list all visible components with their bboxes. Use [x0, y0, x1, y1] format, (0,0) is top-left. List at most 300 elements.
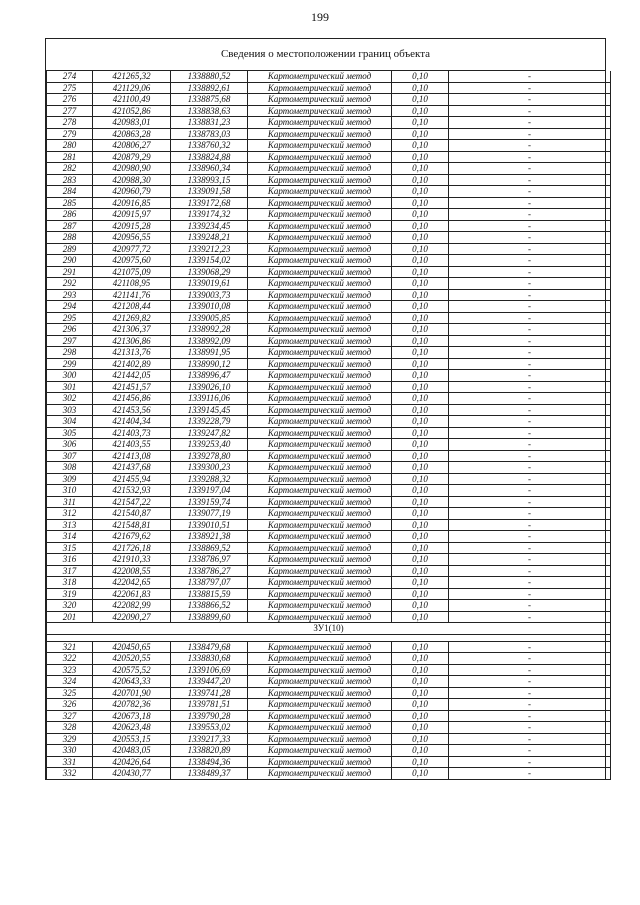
y-coordinate-cell: 1338960,34: [171, 163, 248, 175]
x-coordinate-cell: 421402,89: [93, 358, 171, 370]
table-row: [47, 347, 611, 359]
point-number-cell: 301: [47, 381, 93, 393]
x-coordinate-cell: 421306,37: [93, 324, 171, 336]
precision-cell: 0,10: [392, 565, 449, 577]
blank-cell: [47, 634, 611, 641]
precision-cell: 0,10: [392, 676, 449, 688]
method-cell: Картометрический метод: [248, 519, 392, 531]
note-cell: -: [449, 82, 611, 94]
table-row: [47, 128, 611, 140]
table-row: [47, 71, 611, 82]
y-coordinate-cell: 1338786,27: [171, 565, 248, 577]
note-cell: -: [449, 653, 611, 665]
method-cell: Картометрический метод: [248, 335, 392, 347]
y-coordinate-cell: 1338899,60: [171, 611, 248, 623]
precision-cell: 0,10: [392, 243, 449, 255]
method-cell: Картометрический метод: [248, 722, 392, 734]
table-row: [47, 722, 611, 734]
method-cell: Картометрический метод: [248, 117, 392, 129]
method-cell: Картометрический метод: [248, 664, 392, 676]
table-row: [47, 393, 611, 405]
x-coordinate-cell: 420623,48: [93, 722, 171, 734]
table-row: [47, 278, 611, 290]
table-row: [47, 542, 611, 554]
precision-cell: 0,10: [392, 531, 449, 543]
precision-cell: 0,10: [392, 151, 449, 163]
y-coordinate-cell: 1339278,80: [171, 450, 248, 462]
point-number-cell: 299: [47, 358, 93, 370]
point-number-cell: 287: [47, 220, 93, 232]
note-cell: -: [449, 243, 611, 255]
table-row: [47, 416, 611, 428]
y-coordinate-cell: 1338993,15: [171, 174, 248, 186]
y-coordinate-cell: 1338875,68: [171, 94, 248, 106]
point-number-cell: 315: [47, 542, 93, 554]
precision-cell: 0,10: [392, 611, 449, 623]
table-row: [47, 600, 611, 612]
precision-cell: 0,10: [392, 508, 449, 520]
table-row: [47, 370, 611, 382]
method-cell: Картометрический метод: [248, 105, 392, 117]
x-coordinate-cell: 421547,22: [93, 496, 171, 508]
precision-cell: 0,10: [392, 163, 449, 175]
method-cell: Картометрический метод: [248, 289, 392, 301]
note-cell: -: [449, 105, 611, 117]
point-number-cell: 313: [47, 519, 93, 531]
x-coordinate-cell: 420975,60: [93, 255, 171, 267]
point-number-cell: 283: [47, 174, 93, 186]
method-cell: Картометрический метод: [248, 473, 392, 485]
method-cell: Картометрический метод: [248, 733, 392, 745]
precision-cell: 0,10: [392, 710, 449, 722]
y-coordinate-cell: 1338880,52: [171, 71, 248, 82]
table-row: [47, 232, 611, 244]
point-number-cell: 305: [47, 427, 93, 439]
precision-cell: 0,10: [392, 473, 449, 485]
y-coordinate-cell: 1338786,97: [171, 554, 248, 566]
table-row: [47, 243, 611, 255]
y-coordinate-cell: 1338830,68: [171, 653, 248, 665]
precision-cell: 0,10: [392, 312, 449, 324]
precision-cell: 0,10: [392, 450, 449, 462]
note-cell: -: [449, 722, 611, 734]
table-row: [47, 554, 611, 566]
precision-cell: 0,10: [392, 358, 449, 370]
precision-cell: 0,10: [392, 427, 449, 439]
point-number-cell: 332: [47, 768, 93, 780]
table-row: [47, 756, 611, 768]
x-coordinate-cell: 421108,95: [93, 278, 171, 290]
method-cell: Картометрический метод: [248, 278, 392, 290]
x-coordinate-cell: 421306,86: [93, 335, 171, 347]
precision-cell: 0,10: [392, 393, 449, 405]
note-cell: -: [449, 611, 611, 623]
point-number-cell: 331: [47, 756, 93, 768]
method-cell: Картометрический метод: [248, 676, 392, 688]
method-cell: Картометрический метод: [248, 301, 392, 313]
table-row: [47, 358, 611, 370]
point-number-cell: 323: [47, 664, 93, 676]
precision-cell: 0,10: [392, 82, 449, 94]
table-row: [47, 404, 611, 416]
note-cell: -: [449, 745, 611, 757]
table-heading: Сведения о местоположении границ объекта: [46, 39, 605, 71]
y-coordinate-cell: 1338990,12: [171, 358, 248, 370]
note-cell: -: [449, 335, 611, 347]
page-number: 199: [311, 10, 329, 24]
method-cell: Картометрический метод: [248, 163, 392, 175]
y-coordinate-cell: 1338892,61: [171, 82, 248, 94]
note-cell: -: [449, 508, 611, 520]
precision-cell: 0,10: [392, 722, 449, 734]
y-coordinate-cell: 1339005,85: [171, 312, 248, 324]
x-coordinate-cell: 420806,27: [93, 140, 171, 152]
x-coordinate-cell: 421052,86: [93, 105, 171, 117]
point-number-cell: 327: [47, 710, 93, 722]
x-coordinate-cell: 420483,05: [93, 745, 171, 757]
y-coordinate-cell: 1339019,61: [171, 278, 248, 290]
method-cell: Картометрический метод: [248, 508, 392, 520]
precision-cell: 0,10: [392, 174, 449, 186]
x-coordinate-cell: 421437,68: [93, 462, 171, 474]
y-coordinate-cell: 1339253,40: [171, 439, 248, 451]
method-cell: Картометрический метод: [248, 542, 392, 554]
method-cell: Картометрический метод: [248, 768, 392, 780]
method-cell: Картометрический метод: [248, 358, 392, 370]
precision-cell: 0,10: [392, 301, 449, 313]
x-coordinate-cell: 421726,18: [93, 542, 171, 554]
method-cell: Картометрический метод: [248, 209, 392, 221]
table-row: [47, 301, 611, 313]
y-coordinate-cell: 1339091,58: [171, 186, 248, 198]
table-row: [47, 710, 611, 722]
precision-cell: 0,10: [392, 577, 449, 589]
method-cell: Картометрический метод: [248, 186, 392, 198]
point-number-cell: 310: [47, 485, 93, 497]
method-cell: Картометрический метод: [248, 324, 392, 336]
method-cell: Картометрический метод: [248, 255, 392, 267]
table-row: [47, 676, 611, 688]
precision-cell: 0,10: [392, 324, 449, 336]
y-coordinate-cell: 1338489,37: [171, 768, 248, 780]
note-cell: -: [449, 565, 611, 577]
x-coordinate-cell: 420960,79: [93, 186, 171, 198]
y-coordinate-cell: 1339228,79: [171, 416, 248, 428]
note-cell: -: [449, 404, 611, 416]
x-coordinate-cell: 421442,05: [93, 370, 171, 382]
x-coordinate-cell: 421208,44: [93, 301, 171, 313]
note-cell: -: [449, 641, 611, 653]
method-cell: Картометрический метод: [248, 554, 392, 566]
x-coordinate-cell: 421269,82: [93, 312, 171, 324]
note-cell: -: [449, 416, 611, 428]
method-cell: Картометрический метод: [248, 577, 392, 589]
method-cell: Картометрический метод: [248, 140, 392, 152]
x-coordinate-cell: 421129,06: [93, 82, 171, 94]
table-row: [47, 324, 611, 336]
point-number-cell: 329: [47, 733, 93, 745]
point-number-cell: 276: [47, 94, 93, 106]
method-cell: Картометрический метод: [248, 82, 392, 94]
method-cell: Картометрический метод: [248, 710, 392, 722]
point-number-cell: 281: [47, 151, 93, 163]
note-cell: -: [449, 687, 611, 699]
y-coordinate-cell: 1338494,36: [171, 756, 248, 768]
precision-cell: 0,10: [392, 209, 449, 221]
precision-cell: 0,10: [392, 768, 449, 780]
table-row: [47, 577, 611, 589]
method-cell: Картометрический метод: [248, 347, 392, 359]
method-cell: Картометрический метод: [248, 243, 392, 255]
precision-cell: 0,10: [392, 186, 449, 198]
table-row: [47, 531, 611, 543]
x-coordinate-cell: 420450,65: [93, 641, 171, 653]
method-cell: Картометрический метод: [248, 404, 392, 416]
table-row: [47, 473, 611, 485]
table-row: [47, 255, 611, 267]
precision-cell: 0,10: [392, 462, 449, 474]
note-cell: -: [449, 140, 611, 152]
table-row: [47, 588, 611, 600]
note-cell: -: [449, 393, 611, 405]
point-number-cell: 304: [47, 416, 93, 428]
precision-cell: 0,10: [392, 439, 449, 451]
point-number-cell: 274: [47, 71, 93, 82]
note-cell: -: [449, 324, 611, 336]
y-coordinate-cell: 1339026,10: [171, 381, 248, 393]
table-row: [47, 427, 611, 439]
table-row: [47, 699, 611, 711]
table-row: [47, 641, 611, 653]
precision-cell: 0,10: [392, 699, 449, 711]
note-cell: -: [449, 768, 611, 780]
point-number-cell: 297: [47, 335, 93, 347]
note-cell: -: [449, 232, 611, 244]
note-cell: -: [449, 370, 611, 382]
x-coordinate-cell: 421453,56: [93, 404, 171, 416]
table-row: [47, 163, 611, 175]
note-cell: -: [449, 197, 611, 209]
point-number-cell: 322: [47, 653, 93, 665]
table-row: [47, 289, 611, 301]
point-number-cell: 288: [47, 232, 93, 244]
y-coordinate-cell: 1339234,45: [171, 220, 248, 232]
table-row: [47, 174, 611, 186]
point-number-cell: 308: [47, 462, 93, 474]
table-row: [47, 768, 611, 780]
x-coordinate-cell: 420916,85: [93, 197, 171, 209]
method-cell: Картометрический метод: [248, 151, 392, 163]
point-number-cell: 325: [47, 687, 93, 699]
x-coordinate-cell: 421456,86: [93, 393, 171, 405]
x-coordinate-cell: 420863,28: [93, 128, 171, 140]
precision-cell: 0,10: [392, 600, 449, 612]
table-row: [47, 565, 611, 577]
table-row: [47, 151, 611, 163]
precision-cell: 0,10: [392, 289, 449, 301]
method-cell: Картометрический метод: [248, 94, 392, 106]
note-cell: -: [449, 450, 611, 462]
note-cell: -: [449, 664, 611, 676]
y-coordinate-cell: 1339174,32: [171, 209, 248, 221]
x-coordinate-cell: 420520,55: [93, 653, 171, 665]
y-coordinate-cell: 1339154,02: [171, 255, 248, 267]
table-row: [47, 335, 611, 347]
y-coordinate-cell: 1339106,69: [171, 664, 248, 676]
precision-cell: 0,10: [392, 266, 449, 278]
x-coordinate-cell: 420782,36: [93, 699, 171, 711]
precision-cell: 0,10: [392, 232, 449, 244]
y-coordinate-cell: 1339212,23: [171, 243, 248, 255]
x-coordinate-cell: 420983,01: [93, 117, 171, 129]
y-coordinate-cell: 1339145,45: [171, 404, 248, 416]
table-row: [47, 733, 611, 745]
point-number-cell: 303: [47, 404, 93, 416]
table-row: [47, 140, 611, 152]
point-number-cell: 279: [47, 128, 93, 140]
method-cell: Картометрический метод: [248, 641, 392, 653]
x-coordinate-cell: 420643,33: [93, 676, 171, 688]
x-coordinate-cell: 420673,18: [93, 710, 171, 722]
x-coordinate-cell: 422090,27: [93, 611, 171, 623]
point-number-cell: 275: [47, 82, 93, 94]
method-cell: Картометрический метод: [248, 756, 392, 768]
precision-cell: 0,10: [392, 94, 449, 106]
method-cell: Картометрический метод: [248, 427, 392, 439]
y-coordinate-cell: 1339247,82: [171, 427, 248, 439]
x-coordinate-cell: 421075,09: [93, 266, 171, 278]
point-number-cell: 290: [47, 255, 93, 267]
method-cell: Картометрический метод: [248, 220, 392, 232]
method-cell: Картометрический метод: [248, 266, 392, 278]
method-cell: Картометрический метод: [248, 381, 392, 393]
note-cell: -: [449, 220, 611, 232]
x-coordinate-cell: 421910,33: [93, 554, 171, 566]
precision-cell: 0,10: [392, 542, 449, 554]
x-coordinate-cell: 421313,76: [93, 347, 171, 359]
precision-cell: 0,10: [392, 117, 449, 129]
table-row: [47, 197, 611, 209]
y-coordinate-cell: 1339116,06: [171, 393, 248, 405]
note-cell: -: [449, 301, 611, 313]
note-cell: -: [449, 266, 611, 278]
point-number-cell: 294: [47, 301, 93, 313]
point-number-cell: 311: [47, 496, 93, 508]
table-row: [47, 209, 611, 221]
x-coordinate-cell: 420879,29: [93, 151, 171, 163]
table-row: [47, 117, 611, 129]
table-row: [47, 105, 611, 117]
x-coordinate-cell: 420977,72: [93, 243, 171, 255]
x-coordinate-cell: 421679,62: [93, 531, 171, 543]
method-cell: Картометрический метод: [248, 653, 392, 665]
table-row: [47, 94, 611, 106]
precision-cell: 0,10: [392, 485, 449, 497]
method-cell: Картометрический метод: [248, 745, 392, 757]
x-coordinate-cell: 420701,90: [93, 687, 171, 699]
note-cell: -: [449, 462, 611, 474]
point-number-cell: 293: [47, 289, 93, 301]
note-cell: -: [449, 117, 611, 129]
precision-cell: 0,10: [392, 278, 449, 290]
point-number-cell: 295: [47, 312, 93, 324]
point-number-cell: 298: [47, 347, 93, 359]
x-coordinate-cell: 420553,15: [93, 733, 171, 745]
x-coordinate-cell: 421403,73: [93, 427, 171, 439]
x-coordinate-cell: 420988,30: [93, 174, 171, 186]
note-cell: -: [449, 577, 611, 589]
point-number-cell: 312: [47, 508, 93, 520]
table-row: [47, 664, 611, 676]
point-number-cell: 277: [47, 105, 93, 117]
y-coordinate-cell: 1339300,23: [171, 462, 248, 474]
precision-cell: 0,10: [392, 128, 449, 140]
x-coordinate-cell: 421265,32: [93, 71, 171, 82]
note-cell: -: [449, 554, 611, 566]
y-coordinate-cell: 1339003,73: [171, 289, 248, 301]
method-cell: Картометрический метод: [248, 485, 392, 497]
note-cell: -: [449, 186, 611, 198]
method-cell: Картометрический метод: [248, 174, 392, 186]
point-number-cell: 324: [47, 676, 93, 688]
x-coordinate-cell: 420915,28: [93, 220, 171, 232]
point-number-cell: 300: [47, 370, 93, 382]
point-number-cell: 285: [47, 197, 93, 209]
point-number-cell: 278: [47, 117, 93, 129]
y-coordinate-cell: 1338996,47: [171, 370, 248, 382]
x-coordinate-cell: 420956,55: [93, 232, 171, 244]
point-number-cell: 280: [47, 140, 93, 152]
y-coordinate-cell: 1339248,21: [171, 232, 248, 244]
y-coordinate-cell: 1339068,29: [171, 266, 248, 278]
table-row: [47, 611, 611, 623]
note-cell: -: [449, 151, 611, 163]
precision-cell: 0,10: [392, 347, 449, 359]
method-cell: Картометрический метод: [248, 393, 392, 405]
precision-cell: 0,10: [392, 381, 449, 393]
x-coordinate-cell: 420575,52: [93, 664, 171, 676]
x-coordinate-cell: 421141,76: [93, 289, 171, 301]
note-cell: -: [449, 531, 611, 543]
note-cell: -: [449, 427, 611, 439]
x-coordinate-cell: 420915,97: [93, 209, 171, 221]
precision-cell: 0,10: [392, 687, 449, 699]
section-label: ЗУ1(10): [47, 623, 611, 635]
x-coordinate-cell: 422061,83: [93, 588, 171, 600]
y-coordinate-cell: 1338838,63: [171, 105, 248, 117]
precision-cell: 0,10: [392, 745, 449, 757]
table-row: [47, 508, 611, 520]
y-coordinate-cell: 1338760,32: [171, 140, 248, 152]
note-cell: -: [449, 519, 611, 531]
x-coordinate-cell: 421548,81: [93, 519, 171, 531]
precision-cell: 0,10: [392, 733, 449, 745]
y-coordinate-cell: 1339217,33: [171, 733, 248, 745]
precision-cell: 0,10: [392, 416, 449, 428]
table-row: [47, 439, 611, 451]
note-cell: -: [449, 128, 611, 140]
y-coordinate-cell: 1339447,20: [171, 676, 248, 688]
note-cell: -: [449, 676, 611, 688]
precision-cell: 0,10: [392, 756, 449, 768]
note-cell: -: [449, 174, 611, 186]
table-row: [47, 186, 611, 198]
precision-cell: 0,10: [392, 496, 449, 508]
y-coordinate-cell: 1338921,38: [171, 531, 248, 543]
x-coordinate-cell: 421540,87: [93, 508, 171, 520]
note-cell: -: [449, 94, 611, 106]
note-cell: -: [449, 381, 611, 393]
